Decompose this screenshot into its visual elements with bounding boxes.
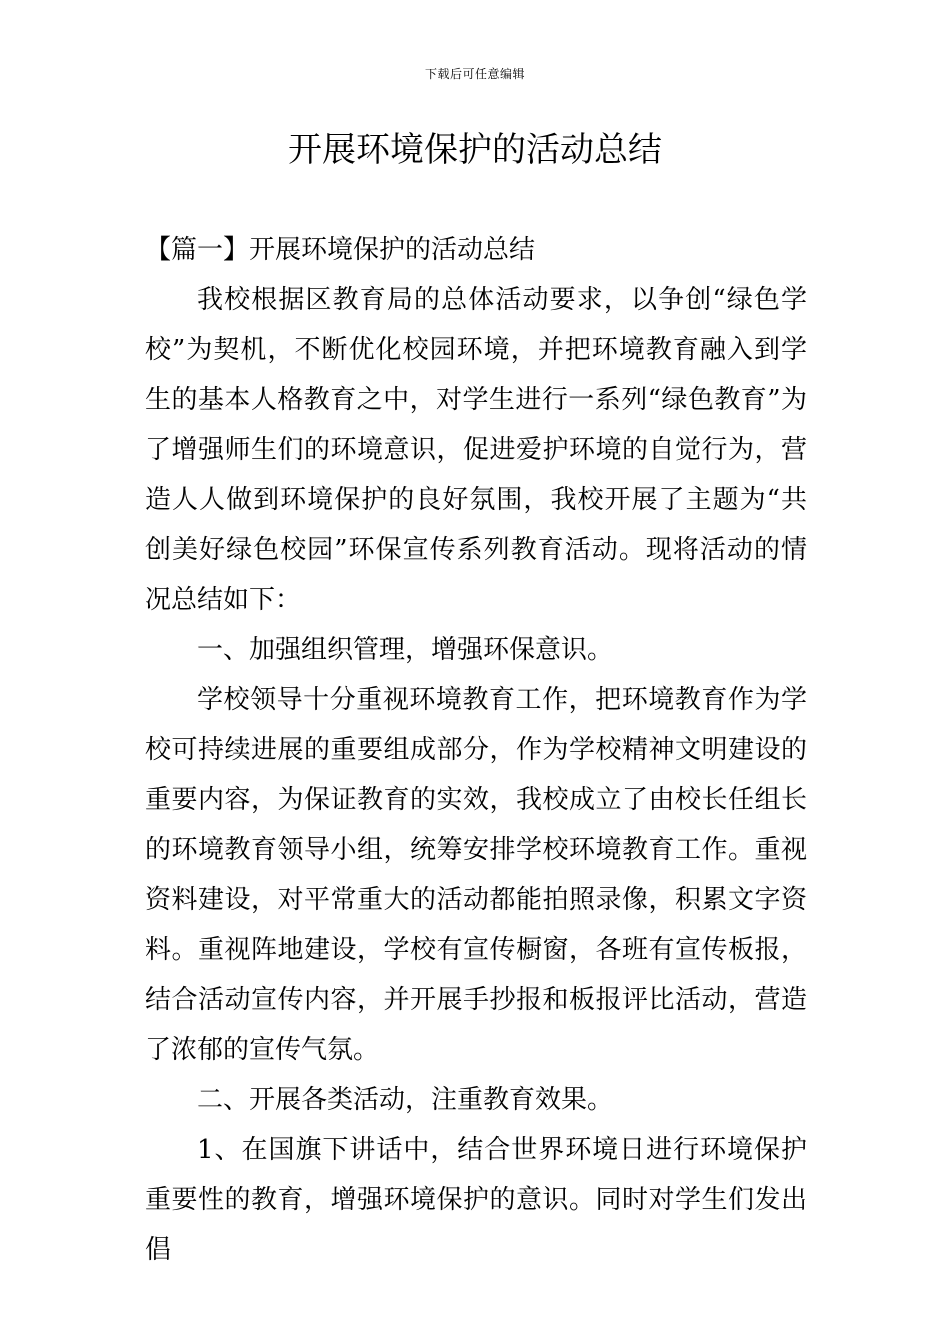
document-body <box>145 225 807 1275</box>
paragraph-organization: 学校领导十分重视环境教育工作，把环境教育作为学校可持续进展的重要组成部分，作为学校精神文明建设的重要内容，为保证教育的实效，我校成立了由校长任组长的环境教育领导小组，统筹安排学校环境教育工作。重视资料建设，对平常重大的活动都能拍照录像，积累文字资料。重视阵地建设，学校有宣传橱窗，各班有宣传板报，结合活动宣传内容，并开展手抄报和板报评比活动，营造了浓郁的宣传气氛。 <box>145 685 807 1065</box>
subheading-one: 一、加强组织管理，增强环保意识。 <box>197 635 614 665</box>
paragraph-intro: 我校根据区教育局的总体活动要求，以争创“绿色学校”为契机，不断优化校园环境，并把环境教育融入到学生的基本人格教育之中，对学生进行一系列“绿色教育”为了增强师生们的环境意识，促进爱护环境的自觉行为，营造人人做到环境保护的良好氛围，我校开展了主题为“共创美好绿色校园”环保宣传系列教育活动。现将活动的情况总结如下： <box>145 285 807 615</box>
section-heading: 【篇一】开展环境保护的活动总结 <box>145 235 536 265</box>
document-title: 开展环境保护的活动总结 <box>288 130 662 170</box>
paragraph-activity-one: 1、在国旗下讲话中，结合世界环境日进行环境保护重要性的教育，增强环境保护的意识。同时对学生们发出倡 <box>145 1135 807 1265</box>
subheading-two: 二、开展各类活动，注重教育效果。 <box>197 1085 614 1115</box>
header-note: 下载后可任意编辑 <box>424 67 525 81</box>
